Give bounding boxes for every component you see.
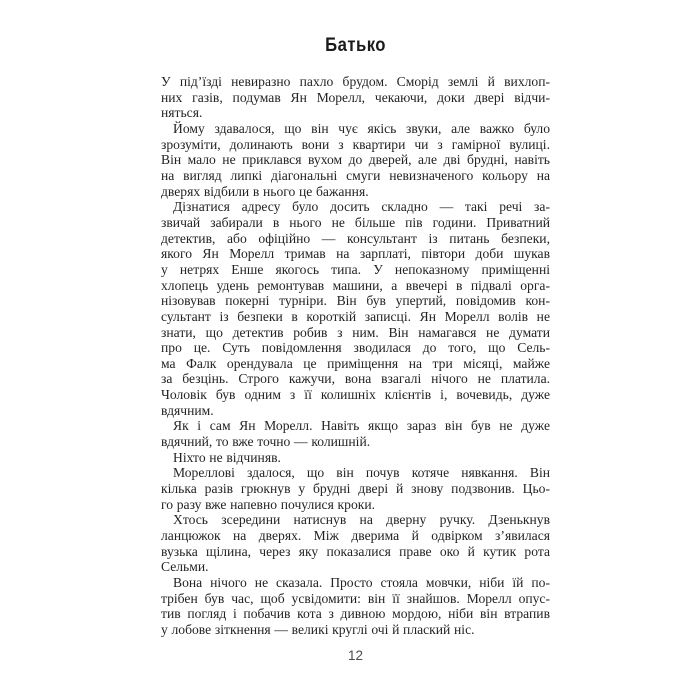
- text-line: звичай забирали в нього не більше пів години. Приватний: [161, 214, 550, 230]
- text-line: трібен був час, щоб усвідомити: він її знайшов. Морелл опус-: [161, 590, 550, 606]
- text-line: них газів, подумав Ян Морелл, чекаючи, доки двері відчи-: [161, 89, 550, 105]
- text-line: кілька разів грюкнув у брудні двері й знову подзвонив. Цьо-: [161, 481, 550, 497]
- text-line: дверях відбили в нього це бажання.: [161, 183, 369, 199]
- paragraph: [161, 199, 550, 418]
- text-line: Чоловік був одним з її колишніх клієнтів і, вочевидь, дуже: [161, 387, 550, 403]
- text-line: вдячним.: [161, 402, 214, 418]
- text-line: Він мало не приклався вухом до дверей, але дві брудні, навіть: [161, 152, 550, 168]
- text-line: Сельми.: [161, 559, 209, 575]
- paragraph: [161, 465, 550, 512]
- text-line: Мореллові здалося, що він почув котяче нявкання. Він: [173, 465, 550, 481]
- text-line: Йому здавалося, що він чує якісь звуки, але важко було: [173, 120, 550, 136]
- text-line: у нетрях Енше якогось типа. У непоказному приміщенні: [161, 261, 550, 277]
- text-line: нізовував покерні турніри. Він був упертий, повідомив кон-: [161, 293, 550, 309]
- text-line: Хтось зсередини натиснув на дверну ручку. Дзенькнув: [173, 512, 550, 528]
- paragraph: [161, 121, 550, 199]
- text-line: детектив, або офіційно — консультант із питань безпеки,: [161, 230, 550, 246]
- text-line: за безцінь. Строго кажучи, вона взагалі нічого не платила.: [161, 371, 550, 387]
- body-text: [161, 74, 550, 638]
- paragraph: [161, 450, 550, 466]
- text-line: го разу вже напевно почулися кроки.: [161, 496, 376, 512]
- text-line: якого Ян Морелл тримав на зарплаті, півтори доби шукав: [161, 246, 550, 262]
- text-line: ланцюжок на дверях. Між дверима й одвірком з’явилася: [161, 528, 550, 544]
- text-line: вузька щілина, через яку показалися праве око й кутик рота: [161, 543, 550, 559]
- chapter-title: [161, 36, 550, 56]
- text-line: зрозуміти, долинають вони з квартири чи з гамірної вулиці.: [161, 136, 550, 152]
- text-line: Дізнатися адресу було досить складно — такі речі за-: [173, 199, 550, 215]
- text-line: про це. Суть повідомлення зводилася до того, що Сель-: [161, 340, 550, 356]
- text-line: на вигляд липкі діагональні смуги невизначеного кольору на: [161, 167, 550, 183]
- text-line: хлопець удень ремонтував машини, а ввечері в підвалі орга-: [161, 277, 550, 293]
- paragraph: [161, 575, 550, 638]
- paragraph: [161, 74, 550, 121]
- text-line: Вона нічого не сказала. Просто стояла мовчки, ніби їй по-: [173, 575, 550, 590]
- text-line: знати, що детектив робив з ним. Він намагався не думати: [161, 324, 550, 340]
- chapter-title-text: Батько: [325, 35, 386, 56]
- page-number: 12: [347, 648, 364, 663]
- text-line: сультант із безпеки в короткій записці. Ян Морелл волів не: [161, 308, 550, 324]
- text-line: вдячний, то вже точно — колишній.: [161, 434, 371, 450]
- text-line: Ніхто не відчиняв.: [173, 449, 281, 465]
- paragraph: [161, 418, 550, 449]
- text-line: У під’їзді невиразно пахло брудом. Сморід землі й вихлоп-: [161, 74, 550, 89]
- paragraph: [161, 512, 550, 575]
- text-line: ма Фалк орендувала це приміщення на три місяці, майже: [161, 355, 550, 371]
- text-line: няться.: [161, 105, 203, 121]
- text-line: тив погляд і побачив кота з дивною мордою, ніби він втрапив: [161, 606, 550, 622]
- text-line: у лобове зіткнення — великі круглі очі й плаский ніс.: [161, 621, 475, 637]
- text-line: Як і сам Ян Морелл. Навіть якщо зараз він був не дуже: [173, 418, 550, 434]
